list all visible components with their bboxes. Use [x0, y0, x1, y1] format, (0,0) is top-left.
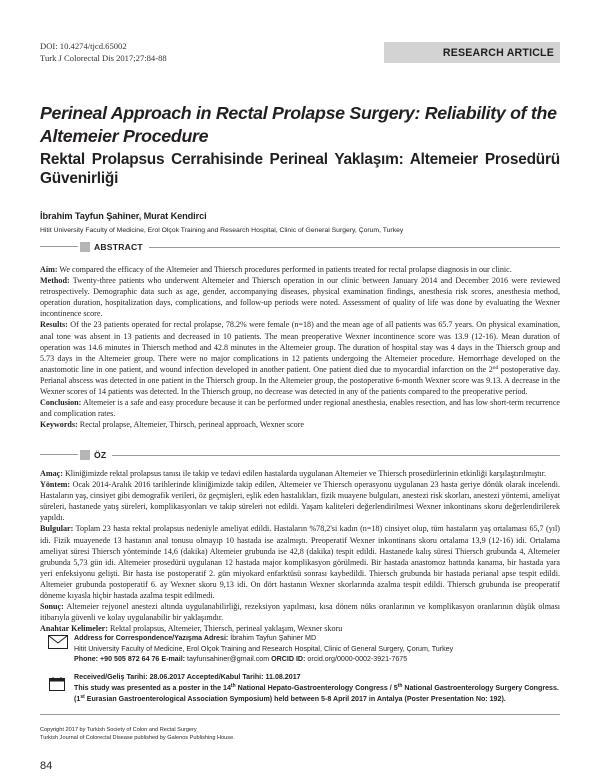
oz-bulgular: Bulgular: Toplam 23 hasta rektal prolapsus nedeniyle ameliyat edildi. Hastaların %78,2'si kadın (n=18) cinsiyet olup, tüm hastaların yaş ortalaması 65,7 (yıl) idi. Fizik muayenede 13 hastanın anal tonusu olmayıp 10 hastada ise azalmıştı. Preoperatif Wexner inkontinans skoru ortalama 13,9 (12-16) idi. Ortalama ameliyat süresi Thiersch yönteminde 14,6 (dakika) Altemeier grubunda ise 42,8 (dakika) tespit edildi. Hastanede kalış süresi Thiersch grubunda 4, Altemeier grubunda 5,73 gün idi. Altemeier prosedürü uygulanan 12 hastada major komplikasyon görülmedi. Bir hastada anastomoz hattında kanama, bir hastada yara yeri enfeksiyonu gelişti. Bir hasta ise postoperatif 2. gün miyokard enfarktüsü sonrası kaybedildi. Thiersch grubunda bir hastada perianal apse tespit edildi. Altemeier grubunda postoperatif 6. ay Wexner skoru 9,13 idi. On dört hastanın Wexner skorlarında azalma tespit edildi. Thiersch grubunda ise preoperatif döneme kıyasla hiçbir hastada azalma tespit edilmedi. [40, 524, 560, 601]
oz-amac: Amaç: Kliniğimizde rektal prolapsus tanısı ile takip ve tedavi edilen hastalarda uygulanan Altemeier ve Thiersch prosedürlerinin etkinliği karşılaştırılmıştır. [40, 469, 547, 478]
oz-heading [40, 449, 560, 461]
abstract-conclusion: Conclusion: Altemeier is a safe and easy procedure because it can be performed under regional anesthesia, enables resection, and has low short-term recurrence and complication rates. [40, 398, 560, 419]
affiliation: Hitit University Faculty of Medicine, Erol Olçok Training and Research Hospital, Clinic of General Surgery, Çorum, Turkey [40, 227, 404, 234]
orcid-link[interactable]: orcid.org/0000-0002-3921-7675 [307, 655, 408, 664]
oz-rule-left [40, 454, 78, 455]
correspondence-block: Address for Correspondence/Yazışma Adresi: İbrahim Tayfun Şahiner MD Hitit University Faculty of Medicine, Erol Olçok Training and Research Hospital, Clinic of General Surgery, Çorum, Turkey Phone: +90 505 872 64 76 E-mail: tayfunsahiner@gmail.com ORCID ID: orcid.org/0000-0002-3921-7675 Received/Geliş Tarihi: 28.06.2017 Accepted/Kabul Tarihi: 11.08.2017 This study was presented as a poster in the 14th National Hepato-Gastroenterology Congress / 5th National Gastroenterology Surgery Congress. (1st Eurasian Gastroenterological Association Symposium) held between 5-8 April 2017 in Antalya (Poster Presentation No: 192). [74, 634, 559, 703]
oz-sonuc: Sonuç: Altemeier rejyonel anestezi altında uygulanabilirliği, rezeksiyon yapılması, kısa dönem nüks oranlarının ve komplikasyon oranlarının düşük olması itibarıyla güvenli ve kolay uygulanabilir bir yaklaşımdır. [40, 602, 561, 623]
doi: DOI: 10.4274/tjcd.65002 [40, 41, 127, 51]
abstract-results: Results: Of the 23 patients operated for rectal prolapse, 78.2% were female (n=18) and the mean age of all patients was 65.7 years. On physical examination, anal tone was absent in 13 patients and decreased in 10 patients. The mean preoperative Wexner incontinence score was 13.9 (12-16). Mean duration of operation was 14.6 minutes in Thiersch method and 42.8 minutes in the Altemeier group. The duration of hospital stay was 4 days in the Thiersch group and 5.73 days in the Altemeier group. There were no major complications in 12 patients undergoing the Altemeier procedure. Hemorrhage developed on the anastomotic line in one patient, and wound infection developed in another patient. One patient died due to myocardial infarction on the 2nd postoperative day. Perianal abscess was detected in one patient in the Thiersch group. In the Altemeier group, the postoperative 6-month Wexner score was 9.13. A decrease in the Wexner scores of 14 patients was detected. In the Thiersch group, no decrease was detected in any of the patients compared to the preoperative period. [40, 320, 560, 397]
correspondence-address: Hitit University Faculty of Medicine, Erol Olçok Training and Research Hospital, Clinic of General Surgery, Çorum, Turkey [74, 644, 454, 653]
poster-note: This study was presented as a poster in the 14th National Hepato-Gastroenterology Congress / 5th National Gastroenterology Surgery Congress. (1st Eurasian Gastroenterological Association Symposium) held between 5-8 April 2017 in Antalya (Poster Presentation No: 192). [74, 682, 559, 703]
authors: İbrahim Tayfun Şahiner, Murat Kendirci [40, 211, 207, 221]
page-number: 84 [40, 760, 53, 772]
abstract-square-icon [80, 242, 90, 252]
abstract-method: Method: Twenty-three patients who underwent Altemeier and Thiersch operation in our clinic between January 2014 and December 2016 were reviewed retrospectively. Demographic data such as age, gender, accompanying diseases, physical examination findings, anesthesia risk scores, anesthesia method, operation duration, hospitalization days, complications, and follow-up periods were noted. Assessment of quality of life was done by evaluating the Wexner incontinence score. [40, 276, 560, 319]
footer-rule [40, 714, 560, 715]
oz-rule-right [112, 455, 560, 456]
received-accepted-dates: Received/Geliş Tarihi: 28.06.2017 Accepted/Kabul Tarihi: 11.08.2017 [74, 673, 301, 682]
abstract-body [40, 264, 560, 430]
abstract-keywords: Keywords: Rectal prolapse, Altemeier, Thirsch, perineal approach, Wexner score [40, 420, 304, 430]
oz-yontem: Yöntem: Ocak 2014-Aralık 2016 tarihlerinde kliniğimizde takip edilen, Altemeier ve Thiersch operasyonu uygulanan 23 hasta geriye dönük olarak incelendi. Hastaların yaş, cinsiyet gibi demografik verileri, öz geçmişleri, eşlik eden hastalıkları, fizik muayene bulguları, anestezi risk skorları, anestezi yöntemi, ameliyat süreleri, hastanede yatış süreleri, komplikasyonları ve takip süreleri not edildi. Yaşam kaliteleri değerlendirilmesi Wexner inkontinans skoru değerlendirilerek yapıldı. [40, 480, 560, 523]
oz-body [40, 468, 560, 634]
email-link[interactable]: tayfunsahiner@gmail.com [187, 655, 270, 664]
article-type-badge: RESEARCH ARTICLE [384, 42, 560, 63]
abstract-label: ABSTRACT [94, 242, 143, 252]
copyright: Copyright 2017 by Turkish Society of Colon and Rectal Surgery Turkish Journal of Colorectal Disease published by Galenos Publishing House. [40, 727, 235, 741]
title-english: Perineal Approach in Rectal Prolapse Surgery: Reliability of the Altemeier Procedure [40, 103, 557, 146]
oz-anahtar: Anahtar Kelimeler: Rektal prolapsus, Altemeier, Thiersch, perineal yaklaşım, Wexner skoru [40, 624, 343, 634]
title-turkish: Rektal Prolapsus Cerrahisinde Perineal Yaklaşım: Altemeier Prosedürü Güvenirliği [40, 151, 560, 187]
abstract-heading [40, 241, 560, 253]
doi-block [40, 40, 167, 64]
phone: Phone: +90 505 872 64 76 [74, 655, 160, 664]
abstract-rule-left [40, 246, 78, 247]
abstract-rule-right [149, 247, 560, 248]
oz-square-icon [80, 450, 90, 460]
oz-label: ÖZ [94, 450, 107, 460]
journal-citation: Turk J Colorectal Dis 2017;27:84-88 [40, 53, 167, 63]
abstract-aim: Aim: We compared the efficacy of the Altemeier and Thiersch procedures performed in patients treated for rectal prolapse diagnosis in our clinic. [40, 265, 512, 274]
